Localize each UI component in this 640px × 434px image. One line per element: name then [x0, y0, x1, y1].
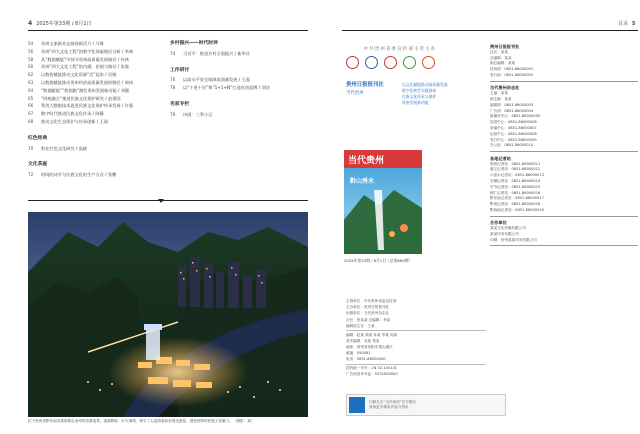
highlight-item: 贵州发展新动能 — [402, 100, 429, 105]
divider — [346, 364, 486, 365]
issue-info: 2025年第33期 / 8月1日 — [36, 21, 92, 27]
masthead-row: 社长：张某某 总编辑：李某 — [346, 317, 391, 322]
directory-line: 安顺记者站：0851-86000014 — [490, 178, 541, 183]
toc-item-num: 58 — [28, 56, 34, 62]
masthead-row: 邮编：550081 — [346, 351, 371, 356]
directory-line: 黔南记者站：0851-86000018 — [490, 202, 541, 207]
directory-line: 遵义记者站：0851-86000012 — [490, 167, 541, 172]
masthead-row: 国内统一刊号：CN 52-1001/D — [346, 366, 397, 371]
directory-line: 社长：某某 — [490, 49, 508, 54]
toc-item[interactable] — [28, 48, 168, 56]
masthead-row: 电话：0851-86000000 — [346, 357, 386, 362]
toc-item-num: 56 — [28, 48, 34, 54]
toc-item[interactable] — [28, 71, 168, 79]
directory-line: 印刷：贵州某某印务有限公司 — [490, 237, 537, 242]
masthead-info — [346, 298, 486, 378]
toc-item[interactable] — [28, 145, 168, 153]
qr-text-line: 获取更多精彩内容与资讯 — [369, 405, 409, 409]
seal-logo-icon — [422, 56, 435, 69]
toc-item-num: 62 — [28, 72, 34, 78]
left-page — [0, 0, 318, 434]
divider — [490, 245, 638, 246]
cover-title: 当代贵州 — [348, 156, 385, 166]
masthead-row: 美术编辑：吴某 郑某 — [346, 338, 380, 343]
divider — [490, 81, 638, 82]
directory-line: 运营中心：0851-86000008 — [490, 131, 537, 136]
toc-item-num: 76 — [170, 77, 176, 83]
directory-line: 某某印务有限公司 — [490, 231, 519, 236]
toc-item-title: 贵州“四大文化工程”的数字化探索路径分析 / 李林 — [41, 48, 134, 54]
toc-item[interactable] — [28, 56, 168, 64]
header-rule — [28, 30, 308, 31]
masthead-row: 主办单位：贵州日报报刊社 — [346, 305, 390, 310]
toc-item-title: 利用大数据技术促进民族文化保护传承发展 / 许强 — [41, 103, 134, 109]
masthead-row: 编辑：赵某 钱某 孙某 李某 周某 — [346, 332, 398, 337]
toc-item-title: 以数据赋能推动贵州经济高质量发展的路径 / 周伟 — [41, 79, 134, 85]
directory-line: 副主编：某某 — [490, 96, 512, 101]
magazine-brand — [346, 80, 398, 108]
directory-line: 编辑部：0851-86000003 — [490, 102, 534, 107]
highlight-item: 以文化赋能推动高质量发展 — [402, 82, 448, 87]
directory-line: 新媒体中心：0851-86000005 — [490, 114, 541, 119]
toc-item-num: 70 — [28, 145, 34, 151]
toc-item-title: 贵州文旅新业态展现新活力 / 马骞 — [41, 41, 104, 46]
section-label: 目录 — [618, 21, 629, 27]
cover-caption: 2025年第33期 / 8月1日（总第869期） — [344, 258, 413, 263]
cover-headline: 黔山秀水 — [350, 178, 375, 185]
feature-photo — [28, 212, 308, 417]
directory-line: 某某文化传媒有限公司 — [490, 226, 526, 231]
toc-item-title: 贵州“四大文化工程”的内涵、价值与路径 / 张俊 — [41, 64, 129, 70]
toc-item-title: 推动文化生态保护与传承创新 / 王丽 — [41, 118, 108, 124]
toc-item-num: 67 — [28, 111, 34, 117]
toc-item-num: 72 — [28, 172, 34, 178]
directory-line: 毕节记者站：0851-86000015 — [490, 184, 541, 189]
left-page-header — [28, 20, 92, 27]
toc-item-title: 从“数据赋能”中探寻贵州高质量发展路径 / 杜林 — [41, 56, 129, 62]
toc-item-title: “四座融合”推进民族文化保护研究 / 赵建国 — [41, 95, 121, 101]
toc-item-num: 54 — [28, 41, 34, 46]
section-title: 工作研讨 — [170, 67, 190, 73]
toc-item-title: 习近平：推进乡村全面振兴 / 新华社 — [183, 50, 250, 56]
directory-line: 副总编辑：某某 — [490, 61, 516, 66]
directory-line: 六盘水记者站：0851-86000013 — [490, 173, 544, 178]
directory-line: 总编辑：某某 — [490, 55, 512, 60]
toc-item-title: 时间的诗学与民族文化的生产方式 / 张鹏 — [41, 172, 117, 178]
toc-item-title: “数据赋能”“数据跑”激发贵州发展新动能 / 刘健 — [41, 87, 130, 93]
night-city-photo — [28, 212, 308, 417]
directory-line: 采编中心：0851-86000007 — [490, 125, 537, 130]
magazine-name: 贵州日报报刊社 — [346, 82, 384, 88]
masthead-row: 出版单位：当代贵州杂志社 — [346, 311, 390, 316]
highlight-item: 民族文化传承与保护 — [402, 94, 437, 99]
seal-logo-icon — [365, 56, 378, 69]
toc-item-num: 68 — [28, 118, 34, 124]
masthead-row: 地址：贵州省贵阳市观山湖区 — [346, 345, 393, 350]
seal-logo-icon — [346, 56, 359, 69]
toc-item-num: 78 — [170, 85, 176, 91]
section-culture-title: 文化茶座 — [28, 162, 48, 168]
toc-column-2 — [170, 40, 310, 119]
right-page — [322, 0, 640, 434]
directory-section-title: 合作单位 — [490, 220, 507, 226]
directory-line: 发行部：0851-86000002 — [490, 72, 534, 77]
masthead-row: 广告经营许可证：5201000000 — [346, 372, 398, 377]
directory-line: 视觉中心：0851-86000006 — [490, 120, 537, 125]
toc-item[interactable] — [28, 171, 168, 179]
qr-text-line: 扫码关注“当代贵州”官方微信 — [369, 400, 416, 404]
directory-line: 广告部：0851-86000004 — [490, 108, 534, 113]
qr-text — [369, 400, 416, 410]
toc-item[interactable] — [170, 76, 310, 84]
toc-item[interactable] — [28, 102, 168, 110]
toc-item-title: 以“十进十送”和“1+1+N”打造宣讲品牌 / 刘洁 — [183, 85, 270, 91]
section-title: 乡村振兴——时代时评 — [170, 41, 218, 46]
toc-item[interactable] — [28, 63, 168, 71]
photo-caption: 位于贵州省黔东南苗族侗族自治州的苗寨夜景。夜幕降临，灯火璀璨，吸引了大量游客前来观光游览，感受独特的民族文化魅力。（摄影：某） — [28, 419, 255, 423]
seal-logo-icon — [403, 56, 416, 69]
directory-line: 黔西南记者站：0851-86000019 — [490, 207, 544, 212]
toc-item-title: 黔北红色文化研究 / 高晓 — [41, 145, 87, 151]
directory-line: 办公室：0851-86000010 — [490, 143, 534, 148]
divider — [490, 151, 638, 152]
section-divider — [28, 200, 308, 201]
seal-logo-icon — [384, 56, 397, 69]
header-rule — [342, 30, 638, 31]
qr-promo[interactable] — [346, 394, 506, 416]
masthead-row: 编辑部主任：王某 — [346, 323, 375, 328]
page-number: 4 — [28, 20, 33, 27]
divider — [490, 216, 638, 217]
toc-item-title: 诗画：三季小记 — [183, 111, 213, 117]
qr-code-icon — [349, 397, 365, 413]
toc-item-num: 65 — [28, 95, 34, 101]
masthead-row: 主管单位：中共贵州省委宣传部 — [346, 299, 397, 303]
directory-line: 经营部：0851-86000001 — [490, 67, 534, 72]
toc-item-num: 66 — [28, 103, 34, 109]
toc-item[interactable] — [28, 40, 168, 48]
toc-item[interactable] — [170, 84, 310, 92]
magazine-cover[interactable] — [344, 150, 422, 254]
directory-section-title: 当代贵州杂志社 — [490, 85, 520, 91]
toc-item[interactable] — [170, 50, 310, 58]
directory-line: 铜仁记者站：0851-86000016 — [490, 190, 541, 195]
toc-item[interactable] — [28, 118, 168, 126]
section-title: 名家专栏 — [170, 101, 190, 107]
directory-section-title: 贵州日报报刊社 — [490, 44, 520, 49]
toc-item[interactable] — [170, 111, 310, 119]
right-page-header — [618, 20, 636, 27]
page-number: 5 — [632, 20, 636, 27]
toc-column-1 — [28, 40, 168, 179]
staff-directory — [490, 40, 638, 248]
toc-item-title: 数字时代推进民族文化传承 / 陈静 — [41, 111, 104, 117]
toc-item[interactable] — [28, 87, 168, 95]
toc-item[interactable] — [28, 79, 168, 87]
magazine-subtitle: 当代贵州 — [346, 91, 364, 96]
directory-section-title: 各地记者站 — [490, 155, 511, 161]
toc-item[interactable] — [28, 110, 168, 118]
toc-item-num: 60 — [28, 64, 34, 70]
publisher-title: 中共贵州省委宣传部主管主办 — [363, 47, 437, 52]
chevron-down-icon — [158, 199, 164, 203]
toc-item-num: 74 — [170, 50, 176, 56]
directory-line: 发行中心：0851-86000009 — [490, 137, 537, 142]
section-red-title: 红色经典 — [28, 135, 48, 141]
toc-item[interactable] — [28, 95, 168, 103]
partner-logos — [346, 56, 435, 69]
directory-line: 贵阳记者站：0851-86000011 — [490, 161, 541, 166]
toc-item-num: 64 — [28, 87, 34, 93]
toc-item-num: 63 — [28, 79, 34, 85]
toc-item-num: 79 — [170, 111, 176, 117]
highlight-item: 数字化转型实践探索 — [402, 88, 437, 93]
divider — [346, 330, 486, 331]
directory-line: 主编：某某 — [490, 91, 508, 96]
toc-item-title: 以高水平安全保障高质量发展 / 王磊 — [183, 77, 250, 83]
toc-item-title: 以数智赋能推动文化资源“活”起来 / 吴敏 — [41, 72, 117, 78]
directory-line: 黔东南记者站：0851-86000017 — [490, 196, 544, 201]
highlight-list — [402, 82, 478, 106]
